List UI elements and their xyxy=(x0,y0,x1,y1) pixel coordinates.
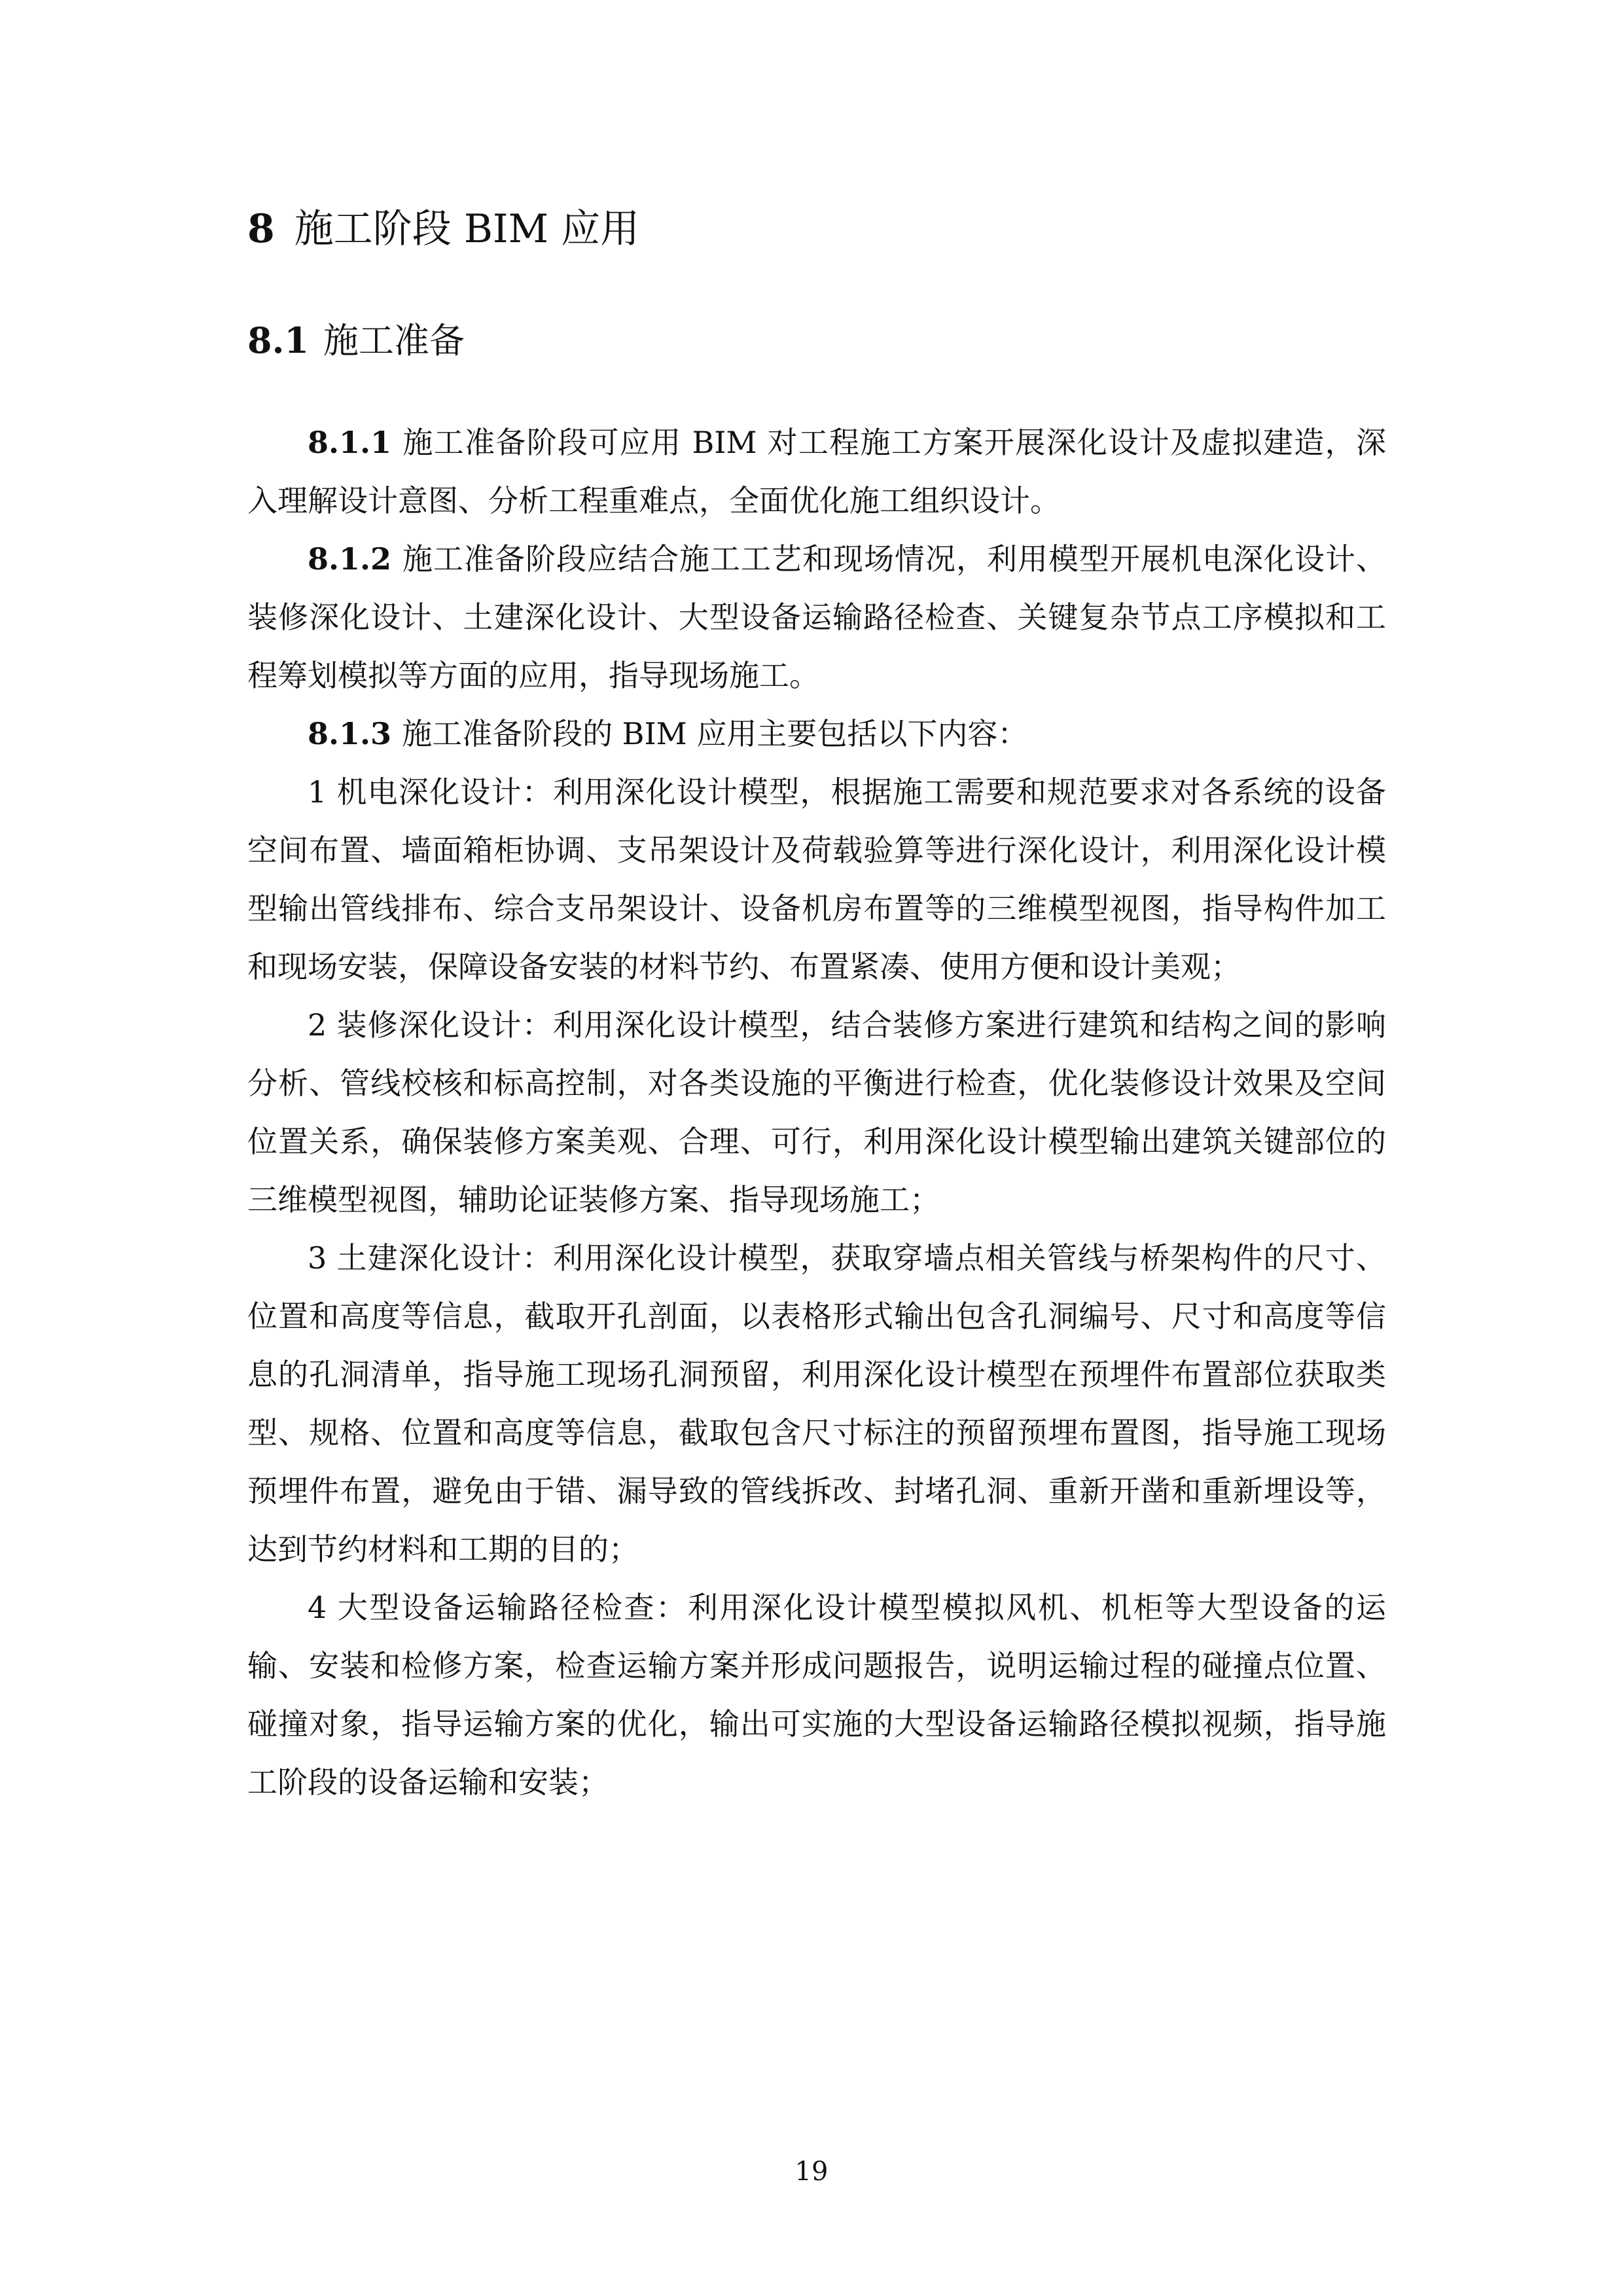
clause-paragraph xyxy=(247,530,1386,705)
clause-number: 8.1.3 xyxy=(308,716,392,751)
item-text: 装修深化设计：利用深化设计模型，结合装修方案进行建筑和结构之间的影响分析、管线校核和标高控制，对各类设施的平衡进行检查，优化装修设计效果及空间位置关系，确保装修方案美观、合理、可行，利用深化设计模型输出建筑关键部位的三维模型视图，辅助论证装修方案、指导现场施工； xyxy=(247,1007,1386,1217)
list-item xyxy=(247,763,1386,996)
section-number: 8.1 xyxy=(247,319,309,361)
clause-text: 施工准备阶段应结合施工工艺和现场情况，利用模型开展机电深化设计、装修深化设计、土建深化设计、大型设备运输路径检查、关键复杂节点工序模拟和工程筹划模拟等方面的应用，指导现场施工。 xyxy=(247,541,1386,693)
list-item xyxy=(247,1579,1386,1812)
section-title: 施工准备 xyxy=(323,320,465,361)
item-number: 1 xyxy=(308,774,327,810)
section-heading xyxy=(247,308,1399,374)
clause-paragraph xyxy=(247,414,1386,530)
body-text xyxy=(247,414,1386,1812)
clause-number: 8.1.1 xyxy=(308,425,392,460)
item-number: 3 xyxy=(308,1240,327,1276)
chapter-number: 8 xyxy=(247,206,275,252)
clause-text: 施工准备阶段可应用 BIM 对工程施工方案开展深化设计及虚拟建造，深入理解设计意图、分析工程重难点，全面优化施工组织设计。 xyxy=(247,425,1386,518)
clause-number: 8.1.2 xyxy=(308,541,392,577)
clause-text: 施工准备阶段的 BIM 应用主要包括以下内容： xyxy=(402,716,1028,751)
clause-paragraph xyxy=(247,705,1386,763)
item-text: 土建深化设计：利用深化设计模型，获取穿墙点相关管线与桥架构件的尺寸、位置和高度等信息，截取开孔剖面，以表格形式输出包含孔洞编号、尺寸和高度等信息的孔洞清单，指导施工现场孔洞预留，利用深化设计模型在预埋件布置部位获取类型、规格、位置和高度等信息，截取包含尺寸标注的预留预埋布置图，指导施工现场预埋件布置，避免由于错、漏导致的管线拆改、封堵孔洞、重新开凿和重新埋设等，达到节约材料和工期的目的； xyxy=(247,1240,1386,1567)
list-item xyxy=(247,1229,1386,1579)
chapter-title: 施工阶段 BIM 应用 xyxy=(294,206,640,252)
item-number: 4 xyxy=(308,1590,327,1625)
page-number: 19 xyxy=(794,2157,829,2187)
item-text: 机电深化设计：利用深化设计模型，根据施工需要和规范要求对各系统的设备空间布置、墙面箱柜协调、支吊架设计及荷载验算等进行深化设计，利用深化设计模型输出管线排布、综合支吊架设计、设备机房布置等的三维模型视图，指导构件加工和现场安装，保障设备安装的材料节约、布置紧凑、使用方便和设计美观； xyxy=(247,774,1386,984)
item-number: 2 xyxy=(308,1007,327,1043)
item-text: 大型设备运输路径检查：利用深化设计模型模拟风机、机柜等大型设备的运输、安装和检修方案，检查运输方案并形成问题报告，说明运输过程的碰撞点位置、碰撞对象，指导运输方案的优化，输出可实施的大型设备运输路径模拟视频，指导施工阶段的设备运输和安装； xyxy=(247,1590,1386,1800)
list-item xyxy=(247,996,1386,1229)
chapter-heading xyxy=(247,196,1399,262)
